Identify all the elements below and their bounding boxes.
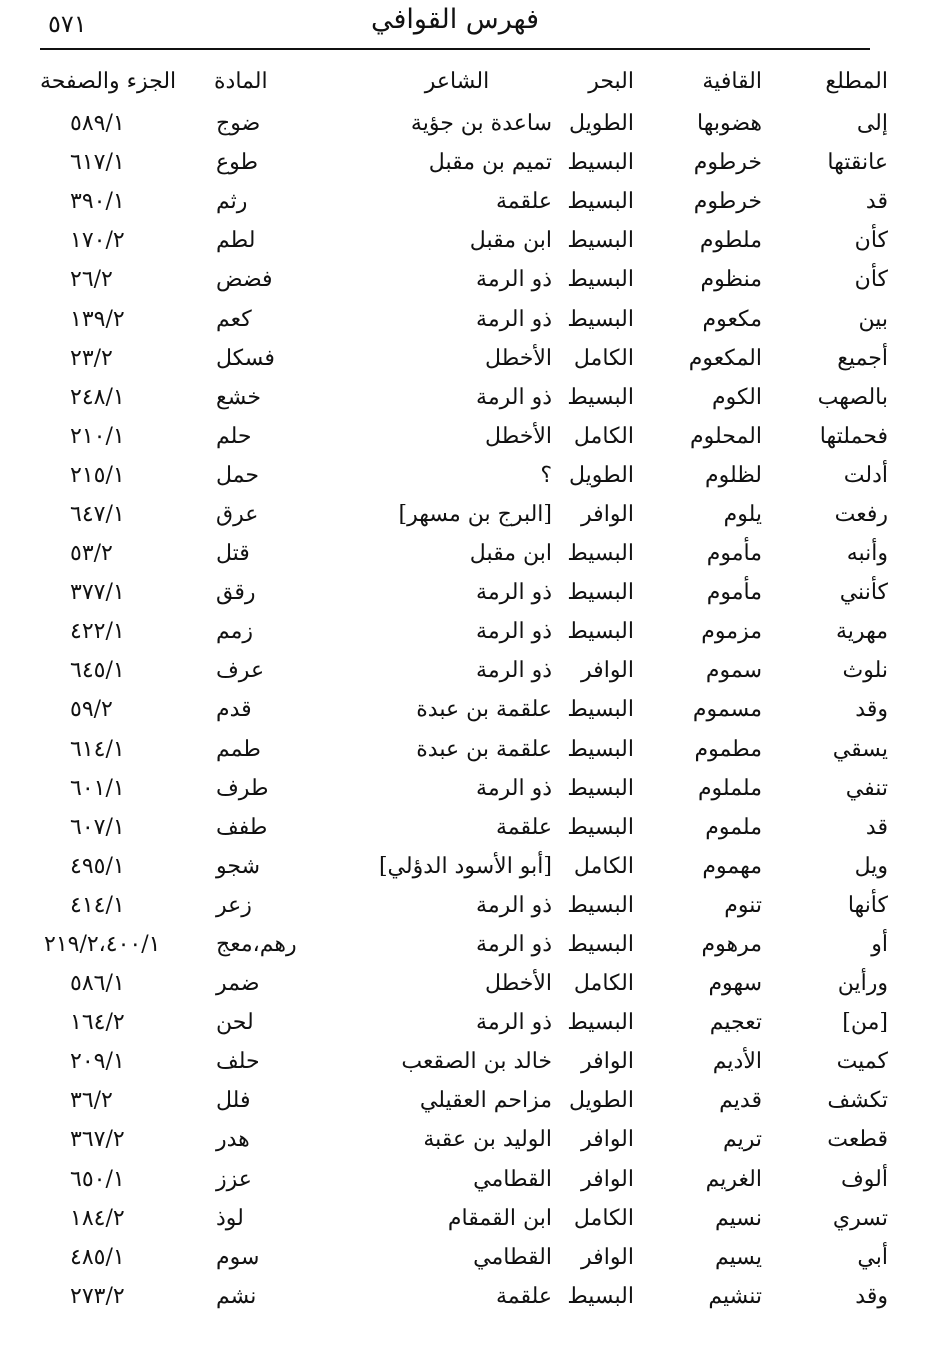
- table-row: [40, 260, 888, 299]
- cell-madda: كعم: [216, 306, 252, 332]
- cell-matla: كأن: [854, 267, 888, 293]
- table-row: [40, 143, 888, 182]
- cell-qafiya: مأموم: [706, 580, 762, 606]
- cell-bahr: البسيط: [567, 384, 634, 410]
- cell-page: ٢٦/٢: [70, 267, 113, 293]
- cell-bahr: الوافر: [581, 658, 634, 684]
- cell-qafiya: منظوم: [700, 267, 762, 293]
- table-row: [40, 886, 888, 925]
- cell-page: ٢٤٨/١: [70, 384, 125, 410]
- table-row: [40, 1238, 888, 1277]
- cell-shaer: ذو الرمة: [476, 619, 552, 645]
- cell-madda: خشع: [216, 384, 261, 410]
- cell-shaer: القطامي: [473, 1166, 552, 1192]
- cell-bahr: الطويل: [568, 462, 634, 488]
- cell-bahr: البسيط: [567, 1283, 634, 1309]
- cell-madda: رقق: [216, 580, 256, 606]
- column-header-madda: المادة: [214, 68, 268, 94]
- cell-page: ٥٣/٢: [70, 541, 113, 567]
- cell-matla: ورأين: [837, 971, 888, 997]
- cell-page: ٥٨٩/١: [70, 111, 125, 137]
- cell-matla: قد: [865, 189, 888, 215]
- cell-page: ٤٢٢/١: [70, 619, 125, 645]
- table-row: [40, 730, 888, 769]
- cell-shaer: علقمة: [495, 189, 552, 215]
- cell-page: ٣٩٠/١: [70, 189, 125, 215]
- column-header-bahr: البحر: [588, 68, 634, 94]
- cell-madda: فلل: [216, 1088, 251, 1114]
- cell-shaer: مزاحم العقيلي: [419, 1088, 552, 1114]
- cell-page: ٢١٩/٢،٤٠٠/١: [44, 932, 161, 958]
- cell-shaer: ذو الرمة: [476, 1010, 552, 1036]
- cell-bahr: الكامل: [573, 971, 634, 997]
- cell-madda: زمم: [216, 619, 254, 645]
- cell-qafiya: مطموم: [694, 736, 762, 762]
- cell-matla: أدلت: [843, 462, 888, 488]
- cell-matla: وأنبه: [846, 541, 888, 567]
- cell-bahr: البسيط: [567, 306, 634, 332]
- table-row: [40, 534, 888, 573]
- cell-madda: رثم: [216, 189, 248, 215]
- cell-madda: لحن: [216, 1010, 254, 1036]
- cell-qafiya: يسيم: [714, 1244, 762, 1270]
- cell-qafiya: ملموم: [705, 814, 762, 840]
- cell-bahr: الوافر: [581, 501, 634, 527]
- cell-madda: حمل: [216, 462, 259, 488]
- cell-madda: رهم،معج: [216, 932, 297, 958]
- cell-page: ٢٠٩/١: [70, 1049, 125, 1075]
- column-header-matla: المطلع: [825, 68, 888, 94]
- cell-shaer: تميم بن مقبل: [428, 150, 552, 176]
- cell-bahr: الوافر: [581, 1127, 634, 1153]
- cell-matla: بالصهب: [817, 384, 888, 410]
- cell-matla: يسقي: [832, 736, 888, 762]
- table-row: [40, 1277, 888, 1316]
- cell-page: ٤٨٥/١: [70, 1244, 125, 1270]
- cell-page: ٦٥٠/١: [70, 1166, 125, 1192]
- cell-bahr: البسيط: [567, 150, 634, 176]
- cell-qafiya: مأموم: [706, 541, 762, 567]
- cell-madda: نشم: [216, 1283, 257, 1309]
- cell-page: ٦٠١/١: [70, 775, 125, 801]
- cell-qafiya: تنشيم: [708, 1283, 762, 1309]
- table-body: [40, 104, 888, 1316]
- cell-bahr: البسيط: [567, 814, 634, 840]
- table-row: [40, 495, 888, 534]
- table-row: [40, 964, 888, 1003]
- cell-shaer: [البرج بن مسهر]: [398, 501, 552, 527]
- cell-qafiya: خرطوم: [693, 189, 762, 215]
- cell-shaer: علقمة بن عبدة: [416, 736, 552, 762]
- cell-qafiya: سهوم: [708, 971, 762, 997]
- cell-bahr: الوافر: [581, 1244, 634, 1270]
- cell-qafiya: المحلوم: [689, 423, 762, 449]
- cell-madda: ضمر: [216, 971, 260, 997]
- cell-madda: فضض: [216, 267, 273, 293]
- table-row: [40, 808, 888, 847]
- cell-shaer: ابن القمقام: [447, 1205, 552, 1231]
- cell-page: ٢١٥/١: [70, 462, 125, 488]
- table-row: [40, 1042, 888, 1081]
- cell-page: ٦٤٥/١: [70, 658, 125, 684]
- cell-bahr: البسيط: [567, 775, 634, 801]
- cell-qafiya: لظلوم: [704, 462, 762, 488]
- column-header-qafiya: القافية: [702, 68, 762, 94]
- cell-madda: طمم: [216, 736, 261, 762]
- cell-bahr: الكامل: [573, 423, 634, 449]
- cell-bahr: البسيط: [567, 892, 634, 918]
- cell-page: ١٧٠/٢: [70, 228, 125, 254]
- cell-shaer: ذو الرمة: [476, 306, 552, 332]
- table-row: [40, 1081, 888, 1120]
- cell-madda: لوذ: [216, 1205, 244, 1231]
- cell-madda: قتل: [216, 541, 250, 567]
- cell-qafiya: يلوم: [723, 501, 762, 527]
- cell-shaer: ذو الرمة: [476, 267, 552, 293]
- cell-madda: لطم: [216, 228, 256, 254]
- cell-shaer: ذو الرمة: [476, 580, 552, 606]
- cell-shaer: الوليد بن عقبة: [423, 1127, 552, 1153]
- cell-madda: فسكل: [216, 345, 275, 371]
- cell-matla: بين: [858, 306, 888, 332]
- cell-page: ٢٣/٢: [70, 345, 113, 371]
- cell-shaer: ذو الرمة: [476, 384, 552, 410]
- cell-bahr: البسيط: [567, 1010, 634, 1036]
- table-row: [40, 1120, 888, 1159]
- cell-qafiya: المكعوم: [688, 345, 762, 371]
- cell-qafiya: تعجيم: [709, 1010, 762, 1036]
- cell-page: ٤١٤/١: [70, 892, 125, 918]
- column-header-page: الجزء والصفحة: [40, 68, 177, 94]
- rhymes-index-table: [40, 58, 888, 1316]
- cell-madda: حلف: [216, 1049, 260, 1075]
- cell-shaer: علقمة: [495, 1283, 552, 1309]
- cell-matla: فحملتها: [819, 423, 888, 449]
- cell-qafiya: نسيم: [714, 1205, 762, 1231]
- table-row: [40, 573, 888, 612]
- table-row: [40, 182, 888, 221]
- cell-matla: قطعت: [827, 1127, 888, 1153]
- cell-madda: ضوج: [216, 111, 261, 137]
- cell-bahr: الوافر: [581, 1049, 634, 1075]
- cell-matla: أبي: [857, 1244, 888, 1270]
- table-row: [40, 847, 888, 886]
- cell-madda: سوم: [216, 1244, 260, 1270]
- cell-bahr: الكامل: [573, 1205, 634, 1231]
- cell-page: ٣٦/٢: [70, 1088, 113, 1114]
- table-row: [40, 221, 888, 260]
- cell-page: ١٦٤/٢: [70, 1010, 125, 1036]
- cell-page: ٣٦٧/٢: [70, 1127, 125, 1153]
- table-row: [40, 299, 888, 338]
- cell-madda: قدم: [216, 697, 252, 723]
- cell-page: ٦٤٧/١: [70, 501, 125, 527]
- page-number: ٥٧١: [48, 10, 87, 38]
- cell-matla: كأنني: [839, 580, 888, 606]
- cell-shaer: الأخطل: [485, 423, 552, 449]
- cell-madda: طرف: [216, 775, 269, 801]
- cell-qafiya: مزموم: [701, 619, 762, 645]
- table-row: [40, 1199, 888, 1238]
- cell-shaer: خالد بن الصقعب: [401, 1049, 552, 1075]
- cell-matla: رفعت: [834, 501, 888, 527]
- cell-matla: قد: [865, 814, 888, 840]
- cell-bahr: الطويل: [568, 111, 634, 137]
- cell-qafiya: مكعوم: [702, 306, 762, 332]
- page-title: فهرس القوافي: [370, 4, 540, 35]
- cell-shaer: ذو الرمة: [476, 658, 552, 684]
- cell-page: ٦٠٧/١: [70, 814, 125, 840]
- cell-madda: هدر: [216, 1127, 250, 1153]
- table-header-row: [40, 58, 888, 104]
- cell-shaer: [أبو الأسود الدؤلي]: [378, 853, 552, 879]
- cell-page: ٥٨٦/١: [70, 971, 125, 997]
- cell-matla: تسري: [832, 1205, 888, 1231]
- cell-matla: كأنها: [847, 892, 888, 918]
- cell-matla: ويل: [854, 853, 888, 879]
- cell-page: ٦١٤/١: [70, 736, 125, 762]
- table-row: [40, 417, 888, 456]
- table-row: [40, 378, 888, 417]
- table-row: [40, 612, 888, 651]
- cell-qafiya: سموم: [705, 658, 762, 684]
- cell-shaer: القطامي: [473, 1244, 552, 1270]
- cell-qafiya: الكوم: [712, 384, 762, 410]
- cell-qafiya: تنوم: [724, 892, 762, 918]
- cell-matla: كأن: [854, 228, 888, 254]
- cell-bahr: البسيط: [567, 736, 634, 762]
- cell-qafiya: الغريم: [705, 1166, 762, 1192]
- table-row: [40, 651, 888, 690]
- cell-matla: إلى: [856, 111, 888, 137]
- cell-qafiya: ململوم: [697, 775, 762, 801]
- cell-bahr: الوافر: [581, 1166, 634, 1192]
- header-rule: [40, 48, 870, 50]
- cell-bahr: البسيط: [567, 541, 634, 567]
- cell-shaer: ابن مقبل: [469, 541, 552, 567]
- cell-matla: ألوف: [841, 1166, 888, 1192]
- table-row: [40, 769, 888, 808]
- cell-qafiya: قديم: [719, 1088, 762, 1114]
- cell-matla: مهرية: [836, 619, 888, 645]
- cell-page: ١٣٩/٢: [70, 306, 125, 332]
- cell-shaer: ذو الرمة: [476, 892, 552, 918]
- cell-matla: عانقتها: [827, 150, 888, 176]
- cell-qafiya: مهموم: [702, 853, 762, 879]
- table-row: [40, 690, 888, 729]
- cell-qafiya: مرهوم: [701, 932, 762, 958]
- cell-shaer: الأخطل: [485, 345, 552, 371]
- cell-shaer: ؟: [540, 462, 552, 488]
- cell-bahr: الكامل: [573, 853, 634, 879]
- table-row: [40, 1160, 888, 1199]
- cell-shaer: علقمة: [495, 814, 552, 840]
- cell-page: ٢١٠/١: [70, 423, 125, 449]
- cell-bahr: البسيط: [567, 228, 634, 254]
- cell-madda: عرق: [216, 501, 259, 527]
- cell-shaer: الأخطل: [485, 971, 552, 997]
- page-header: [40, 0, 870, 52]
- cell-matla: وقد: [855, 1283, 888, 1309]
- cell-bahr: البسيط: [567, 580, 634, 606]
- cell-page: ٥٩/٢: [70, 697, 113, 723]
- cell-madda: عرف: [216, 658, 265, 684]
- cell-matla: [من]: [842, 1010, 888, 1036]
- cell-bahr: الطويل: [568, 1088, 634, 1114]
- table-row: [40, 104, 888, 143]
- cell-madda: زعر: [216, 892, 252, 918]
- table-row: [40, 339, 888, 378]
- cell-shaer: ذو الرمة: [476, 775, 552, 801]
- cell-page: ١٨٤/٢: [70, 1205, 125, 1231]
- cell-matla: نلوث: [842, 658, 888, 684]
- cell-madda: طفف: [216, 814, 268, 840]
- cell-bahr: البسيط: [567, 267, 634, 293]
- cell-matla: وقد: [855, 697, 888, 723]
- cell-page: ٦١٧/١: [70, 150, 125, 176]
- cell-bahr: البسيط: [567, 189, 634, 215]
- cell-page: ٢٧٣/٢: [70, 1283, 125, 1309]
- cell-matla: تنفي: [845, 775, 888, 801]
- cell-matla: تكشف: [827, 1088, 888, 1114]
- cell-madda: شجو: [216, 853, 260, 879]
- cell-qafiya: تريم: [722, 1127, 762, 1153]
- cell-qafiya: الأديم: [712, 1049, 762, 1075]
- cell-madda: طوع: [216, 150, 259, 176]
- table-row: [40, 925, 888, 964]
- cell-bahr: الكامل: [573, 345, 634, 371]
- cell-shaer: ساعدة بن جؤية: [410, 111, 552, 137]
- cell-madda: حلم: [216, 423, 252, 449]
- column-header-shaer: الشاعر: [424, 68, 490, 94]
- cell-bahr: البسيط: [567, 697, 634, 723]
- cell-madda: عزز: [216, 1166, 252, 1192]
- cell-bahr: البسيط: [567, 932, 634, 958]
- cell-qafiya: مسموم: [692, 697, 762, 723]
- table-row: [40, 1003, 888, 1042]
- cell-qafiya: خرطوم: [693, 150, 762, 176]
- cell-qafiya: ملطوم: [699, 228, 762, 254]
- cell-matla: أو: [871, 932, 888, 958]
- cell-qafiya: هضوبها: [696, 111, 762, 137]
- cell-page: ٤٩٥/١: [70, 853, 125, 879]
- cell-shaer: ابن مقبل: [469, 228, 552, 254]
- cell-bahr: البسيط: [567, 619, 634, 645]
- cell-matla: كميت: [836, 1049, 888, 1075]
- cell-matla: أجميع: [837, 345, 888, 371]
- cell-shaer: علقمة بن عبدة: [416, 697, 552, 723]
- table-row: [40, 456, 888, 495]
- cell-shaer: ذو الرمة: [476, 932, 552, 958]
- cell-page: ٣٧٧/١: [70, 580, 125, 606]
